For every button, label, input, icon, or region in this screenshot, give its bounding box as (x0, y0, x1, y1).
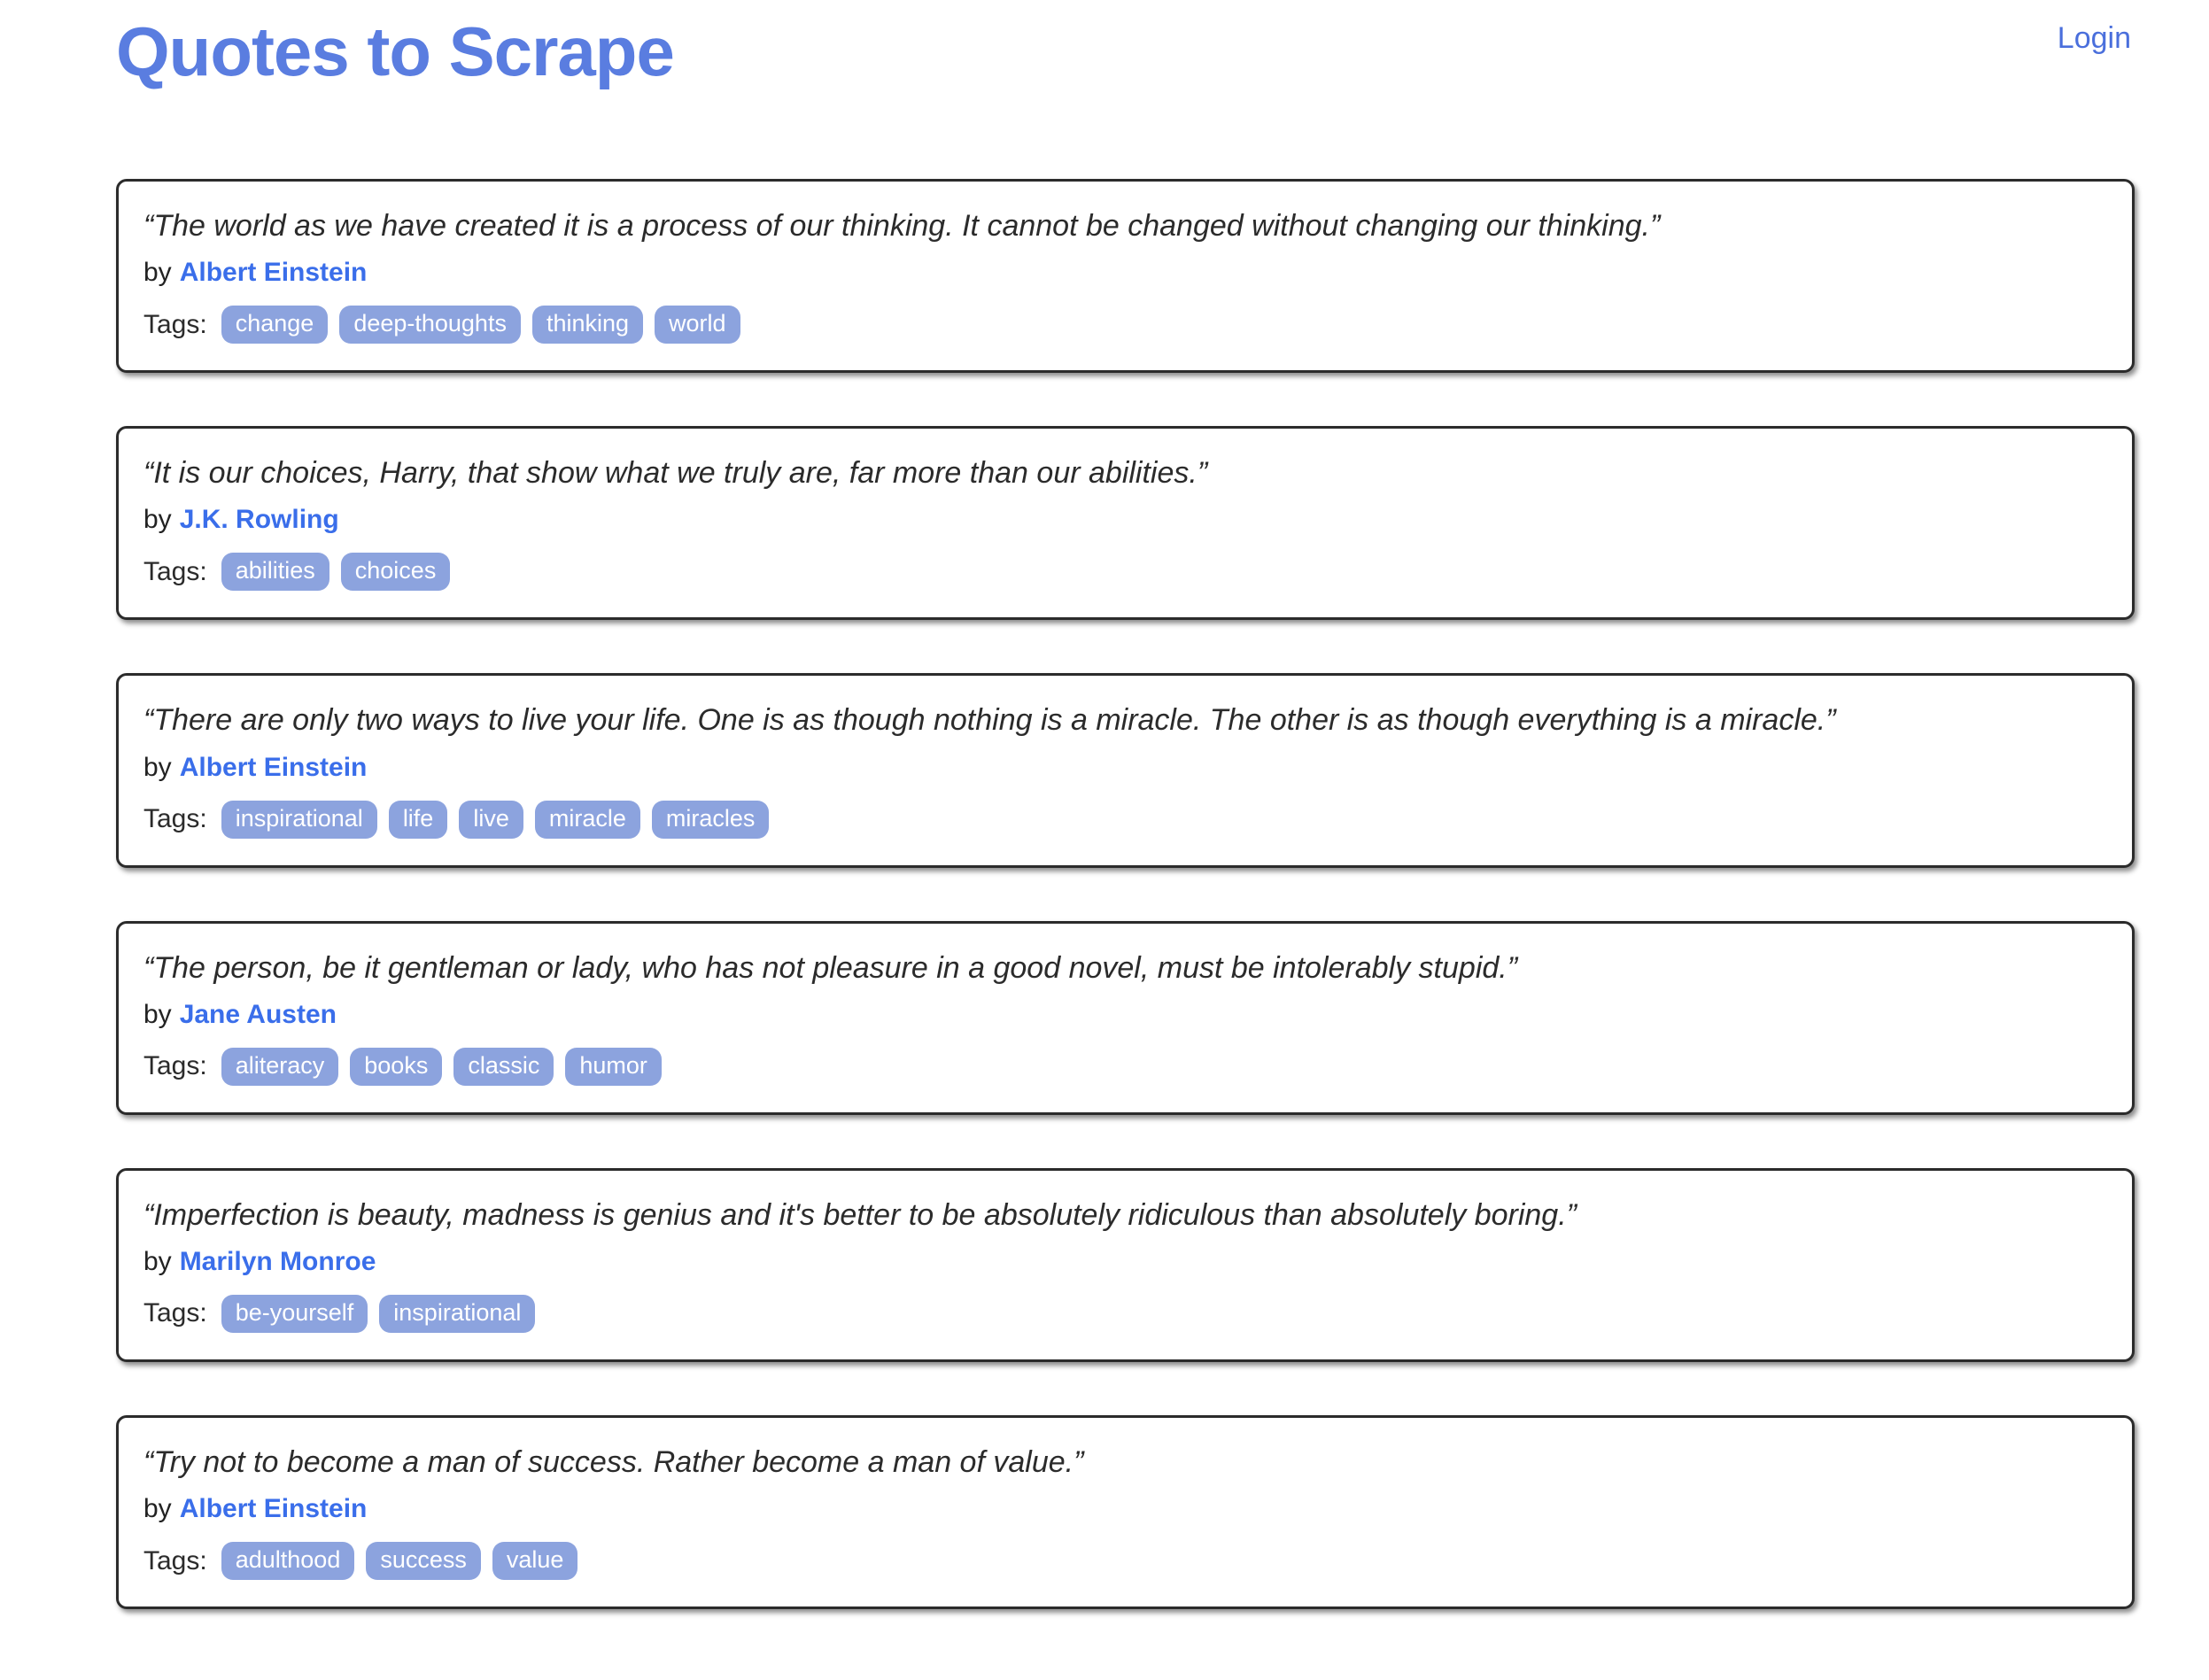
tags-container (143, 801, 2107, 839)
author-prefix: by (143, 505, 172, 535)
tags-label: Tags: (143, 1051, 207, 1081)
quote-text: “Try not to become a man of success. Rather become a man of value.” (143, 1444, 1084, 1479)
quote-card (116, 673, 2135, 867)
tag-link[interactable]: classic (453, 1048, 554, 1086)
tag-link[interactable]: thinking (532, 306, 643, 344)
tag-link[interactable]: abilities (221, 553, 329, 591)
tags-container (143, 1295, 2107, 1333)
quote-list (116, 179, 2135, 1680)
author-prefix: by (143, 999, 172, 1029)
quote-text: “Imperfection is beauty, madness is genius and it's better to be absolutely ridiculous than absolutely boring.” (143, 1197, 1577, 1232)
tags-label: Tags: (143, 556, 207, 586)
tags-container (143, 1048, 2107, 1086)
author-link[interactable]: Jane Austen (179, 999, 337, 1029)
tag-link[interactable]: inspirational (221, 801, 377, 839)
author-line (143, 1494, 2107, 1524)
author-line (143, 753, 2107, 783)
tag-link[interactable]: aliteracy (221, 1048, 339, 1086)
tags-label: Tags: (143, 1298, 207, 1328)
author-prefix: by (143, 752, 172, 782)
tag-link[interactable]: be-yourself (221, 1295, 368, 1333)
tag-link[interactable]: adulthood (221, 1542, 355, 1580)
tag-link[interactable]: life (389, 801, 448, 839)
tags-label: Tags: (143, 309, 207, 339)
author-link[interactable]: Albert Einstein (179, 258, 368, 288)
quote-text: “The person, be it gentleman or lady, who has not pleasure in a good novel, must be intolerably stupid.” (143, 950, 1518, 985)
author-line (143, 1247, 2107, 1277)
author-prefix: by (143, 1494, 172, 1524)
quote-card (116, 1415, 2135, 1609)
author-prefix: by (143, 258, 172, 288)
tags-container (143, 1542, 2107, 1580)
tags-container (143, 553, 2107, 591)
tag-link[interactable]: success (366, 1542, 481, 1580)
quote-text: “It is our choices, Harry, that show what we truly are, far more than our abilities.” (143, 456, 1208, 491)
tag-link[interactable]: books (350, 1048, 442, 1086)
quote-card (116, 426, 2135, 620)
quote-card (116, 921, 2135, 1115)
page-container (116, 0, 2135, 1680)
quote-card (116, 179, 2135, 373)
tag-link[interactable]: change (221, 306, 329, 344)
site-title-link[interactable]: Quotes to Scrape (116, 12, 674, 90)
page-header (116, 0, 2135, 94)
tags-label: Tags: (143, 804, 207, 834)
author-line (143, 258, 2107, 288)
tag-link[interactable]: humor (565, 1048, 662, 1086)
author-link[interactable]: Albert Einstein (179, 1494, 368, 1524)
tag-link[interactable]: miracle (535, 801, 640, 839)
login-link[interactable]: Login (2057, 21, 2131, 55)
author-line (143, 505, 2107, 535)
tag-link[interactable]: deep-thoughts (339, 306, 521, 344)
author-line (143, 1000, 2107, 1030)
tags-label: Tags: (143, 1545, 207, 1575)
tag-link[interactable]: live (459, 801, 523, 839)
tag-link[interactable]: world (655, 306, 740, 344)
tag-link[interactable]: value (492, 1542, 578, 1580)
author-link[interactable]: Albert Einstein (179, 752, 368, 782)
tag-link[interactable]: inspirational (379, 1295, 535, 1333)
quote-text: “The world as we have created it is a process of our thinking. It cannot be changed without changing our thinking.” (143, 209, 1661, 243)
tag-link[interactable]: choices (341, 553, 451, 591)
author-prefix: by (143, 1246, 172, 1276)
tags-container (143, 306, 2107, 344)
tag-link[interactable]: miracles (652, 801, 770, 839)
author-link[interactable]: J.K. Rowling (179, 505, 339, 535)
author-link[interactable]: Marilyn Monroe (179, 1246, 376, 1276)
quote-card (116, 1168, 2135, 1362)
quote-text: “There are only two ways to live your life. One is as though nothing is a miracle. The other is as though everything is a miracle.” (143, 703, 1836, 738)
